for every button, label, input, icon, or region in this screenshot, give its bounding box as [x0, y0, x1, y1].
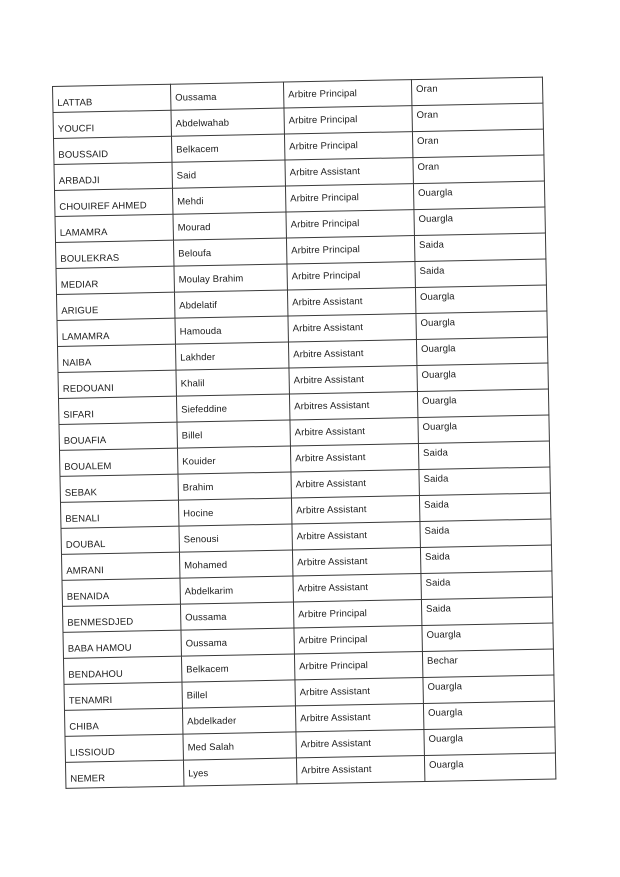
cell-role [293, 574, 421, 602]
cell-last-name [55, 188, 173, 216]
cell-city [415, 285, 546, 314]
cell-first-name [178, 472, 291, 500]
cell-role-text: Arbitre Principal [291, 244, 361, 257]
cell-last-name [56, 240, 174, 268]
cell-city [424, 727, 555, 756]
cell-last-name-text: BENALI [65, 513, 100, 525]
cell-city [423, 675, 554, 704]
cell-role-text: Arbitre Assistant [300, 712, 371, 725]
cell-role-text: Arbitre Principal [290, 218, 360, 231]
cell-first-name-text: Moulay Brahim [178, 273, 244, 286]
cell-role-text: Arbitre Assistant [299, 686, 371, 699]
cell-city [418, 441, 549, 470]
cell-role [288, 340, 416, 368]
cell-first-name-text: Mehdi [177, 196, 204, 208]
cell-role [294, 651, 422, 679]
cell-last-name-text: CHIBA [69, 721, 99, 733]
cell-city-text: Ouargla [421, 369, 457, 381]
cell-role [294, 625, 422, 653]
cell-last-name [64, 708, 182, 736]
cell-city [419, 467, 550, 496]
cell-first-name-text: Lyes [188, 768, 209, 780]
cell-last-name [65, 734, 183, 762]
cell-first-name-text: Senousi [183, 533, 219, 546]
cell-first-name [176, 368, 289, 396]
cell-city [413, 181, 544, 210]
cell-city-text: Ouargla [422, 395, 457, 407]
cell-first-name [170, 82, 283, 110]
cell-last-name-text: BENMESDJED [67, 616, 134, 629]
cell-first-name [171, 134, 284, 162]
cell-first-name [179, 524, 292, 552]
cell-last-name [60, 474, 178, 502]
cell-last-name-text: LAMAMRA [61, 330, 110, 343]
cell-first-name-text: Said [176, 170, 197, 182]
cell-first-name [183, 732, 296, 760]
cell-city-text: Ouargla [418, 187, 453, 199]
cell-first-name-text: Mourad [177, 221, 211, 234]
cell-last-name-text: BOUSSAID [58, 148, 109, 161]
cell-city-text: Ouargla [427, 681, 463, 693]
cell-city-text: Oran [417, 135, 439, 147]
cell-last-name-text: BOULEKRAS [60, 252, 120, 265]
cell-first-name-text: Billel [181, 430, 203, 442]
cell-first-name [174, 290, 287, 318]
cell-last-name [63, 656, 181, 684]
cell-last-name [62, 604, 180, 632]
cell-role [292, 522, 420, 550]
cell-last-name-text: SEBAK [64, 487, 98, 499]
cell-city [414, 207, 545, 236]
cell-first-name [175, 316, 288, 344]
cell-last-name [64, 682, 182, 710]
cell-city-text: Saida [425, 577, 451, 589]
cell-first-name [179, 550, 292, 578]
cell-city-text: Saida [419, 265, 445, 277]
cell-city [416, 337, 547, 366]
cell-city [419, 493, 550, 522]
cell-city-text: Saida [425, 551, 451, 563]
cell-first-name-text: Khalil [180, 378, 205, 390]
cell-city-text: Saida [423, 447, 449, 459]
cell-role [284, 132, 412, 160]
cell-last-name [57, 318, 175, 346]
cell-city [423, 701, 554, 730]
cell-first-name-text: Oussama [185, 611, 227, 624]
cell-last-name-text: LAMAMRA [59, 226, 108, 239]
cell-first-name [181, 628, 294, 656]
cell-city [421, 571, 552, 600]
cell-city [421, 597, 552, 626]
cell-first-name-text: Abdelwahab [175, 117, 230, 130]
cell-role-text: Arbitre Assistant [289, 166, 361, 179]
cell-last-name-text: MEDIAR [60, 279, 99, 291]
cell-first-name [183, 758, 296, 786]
cell-first-name [182, 680, 295, 708]
cell-first-name-text: Oussama [185, 637, 228, 650]
cell-last-name-text: DOUBAL [65, 539, 106, 551]
cell-last-name [54, 136, 172, 164]
cell-city-text: Oran [417, 161, 440, 173]
cell-first-name [176, 394, 289, 422]
cell-first-name [180, 602, 293, 630]
cell-first-name [178, 498, 291, 526]
cell-role-text: Arbitre Principal [288, 114, 358, 127]
cell-role [292, 548, 420, 576]
cell-city [422, 649, 553, 678]
cell-first-name [172, 186, 285, 214]
cell-role [286, 210, 414, 238]
cell-first-name [171, 108, 284, 136]
cell-role-text: Arbitre Assistant [297, 582, 369, 595]
cell-first-name [174, 264, 287, 292]
cell-city-text: Bechar [427, 655, 458, 667]
cell-role-text: Arbitre Assistant [294, 426, 366, 439]
cell-first-name [175, 342, 288, 370]
cell-first-name-text: Hamouda [179, 325, 222, 338]
cell-role [291, 496, 419, 524]
cell-first-name-text: Brahim [182, 481, 214, 494]
cell-city [417, 389, 548, 418]
cell-city-text: Saida [423, 473, 449, 485]
cell-role [285, 158, 413, 186]
cell-last-name [61, 526, 179, 554]
cell-last-name-text: ARBADJI [58, 175, 100, 187]
cell-role [290, 418, 418, 446]
cell-last-name [58, 370, 176, 398]
cell-first-name [181, 654, 294, 682]
cell-first-name-text: Med Salah [187, 741, 235, 754]
cell-city-text: Ouargla [429, 759, 464, 771]
cell-role-text: Arbitre Assistant [295, 452, 366, 465]
cell-last-name [56, 266, 174, 294]
cell-role [286, 236, 414, 264]
cell-role-text: Arbitre Assistant [293, 374, 365, 387]
cell-last-name-text: NEMER [70, 773, 106, 785]
cell-first-name-text: Siefeddine [181, 403, 228, 416]
cell-last-name-text: BENDAHOU [68, 668, 124, 681]
cell-first-name-text: Mohamed [184, 559, 228, 572]
cell-city [424, 753, 555, 782]
cell-city [412, 129, 543, 158]
cell-first-name-text: Kouider [182, 455, 216, 468]
cell-city-text: Ouargla [428, 707, 463, 719]
referees-table-body [53, 77, 556, 788]
cell-last-name [61, 552, 179, 580]
cell-role-text: Arbitre Principal [290, 192, 360, 205]
cell-first-name-text: Abdelkarim [184, 585, 234, 598]
cell-city-text: Ouargla [428, 733, 464, 745]
cell-last-name [59, 422, 177, 450]
cell-city-text: Saida [419, 239, 445, 251]
cell-last-name [60, 500, 178, 528]
cell-role [293, 600, 421, 628]
cell-role-text: Arbitre Assistant [293, 348, 364, 361]
cell-last-name [58, 344, 176, 372]
cell-city [416, 311, 547, 340]
cell-last-name [53, 84, 171, 112]
cell-role-text: Arbitre Assistant [301, 763, 372, 777]
cell-last-name-text: REDOUANI [62, 382, 114, 395]
cell-role-text: Arbitre Assistant [296, 530, 368, 543]
cell-first-name-text: Belkacem [176, 143, 219, 156]
cell-first-name [177, 420, 290, 448]
cell-city [418, 415, 549, 444]
cell-last-name-text: CHOUIREF AHMED [59, 200, 147, 213]
cell-city [411, 77, 542, 106]
cell-role [287, 262, 415, 290]
cell-last-name [55, 214, 173, 242]
cell-last-name [54, 162, 172, 190]
cell-city-text: Saida [424, 499, 450, 511]
cell-city-text: Ouargla [418, 213, 454, 225]
cell-role [287, 288, 415, 316]
cell-first-name [173, 212, 286, 240]
cell-city [417, 363, 548, 392]
cell-city-text: Ouargla [422, 421, 458, 433]
cell-last-name [62, 578, 180, 606]
cell-city-text: Ouargla [421, 343, 456, 355]
cell-last-name-text: BOUAFIA [63, 435, 107, 447]
cell-last-name [59, 448, 177, 476]
cell-last-name-text: BENAIDA [66, 590, 110, 603]
cell-role-text: Arbitre Assistant [295, 478, 367, 491]
cell-role-text: Arbitre Assistant [296, 504, 367, 517]
cell-role-text: Arbitre Assistant [297, 556, 368, 569]
cell-last-name [58, 396, 176, 424]
cell-city-text: Saida [426, 603, 452, 615]
cell-role-text: Arbitre Principal [298, 634, 368, 647]
cell-role [289, 366, 417, 394]
cell-first-name [173, 238, 286, 266]
cell-role-text: Arbitre Assistant [300, 737, 372, 751]
cell-role [284, 106, 412, 134]
cell-role-text: Arbitre Principal [288, 88, 358, 101]
cell-last-name-text: BOUALEM [64, 460, 112, 473]
cell-role [291, 470, 419, 498]
cell-role [283, 80, 411, 108]
cell-role [285, 184, 413, 212]
cell-city [412, 103, 543, 132]
cell-first-name-text: Hocine [183, 507, 214, 520]
cell-last-name-text: YOUCFI [57, 123, 95, 135]
cell-role-text: Arbitre Principal [299, 660, 369, 673]
cell-first-name-text: Beloufa [178, 247, 212, 260]
cell-role [288, 314, 416, 342]
referees-table [52, 77, 556, 789]
cell-first-name-text: Belkacem [186, 663, 229, 676]
cell-city-text: Oran [416, 83, 438, 96]
cell-last-name-text: ARIGUE [61, 305, 99, 317]
cell-first-name-text: Abdelkader [187, 715, 237, 728]
cell-first-name [172, 160, 285, 188]
cell-last-name-text: BABA HAMOU [67, 642, 132, 655]
cell-role-text: Arbitre Principal [298, 608, 368, 621]
cell-role [289, 392, 417, 420]
cell-city [414, 233, 545, 262]
cell-city [420, 519, 551, 548]
cell-last-name-text: SIFARI [63, 409, 95, 421]
cell-city-text: Saida [424, 525, 450, 537]
cell-first-name-text: Billel [186, 690, 208, 702]
cell-city [413, 155, 544, 184]
cell-city-text: Ouargla [420, 317, 456, 329]
cell-first-name [182, 706, 295, 734]
cell-role [295, 703, 423, 731]
cell-role [295, 677, 423, 705]
cell-role [296, 729, 424, 757]
cell-city [415, 259, 546, 288]
cell-city-text: Oran [416, 109, 439, 122]
cell-city-text: Ouargla [426, 629, 462, 641]
cell-role-text: Arbitre Principal [291, 270, 361, 283]
cell-first-name-text: Oussama [175, 91, 217, 104]
cell-city [420, 545, 551, 574]
cell-role-text: Arbitres Assistant [294, 399, 370, 413]
cell-first-name-text: Abdelatif [179, 299, 218, 312]
cell-role-text: Arbitre Principal [289, 140, 359, 153]
cell-first-name [180, 576, 293, 604]
cell-role-text: Arbitre Assistant [292, 296, 363, 309]
cell-last-name-text: NAIBA [62, 357, 92, 369]
cell-first-name [177, 446, 290, 474]
cell-last-name-text: TENAMRI [68, 694, 113, 707]
cell-last-name [53, 110, 171, 138]
cell-first-name-text: Lakhder [180, 351, 216, 364]
cell-last-name-text: AMRANI [66, 565, 104, 577]
cell-last-name [57, 292, 175, 320]
cell-last-name [63, 630, 181, 658]
cell-city-text: Ouargla [420, 291, 455, 303]
cell-last-name-text: LISSIOUD [69, 746, 116, 759]
cell-last-name-text: LATTAB [57, 97, 93, 109]
cell-last-name [65, 760, 183, 788]
table-container [52, 77, 555, 789]
cell-role [290, 444, 418, 472]
cell-role [296, 755, 424, 783]
cell-role-text: Arbitre Assistant [292, 322, 364, 335]
cell-city [422, 623, 553, 652]
